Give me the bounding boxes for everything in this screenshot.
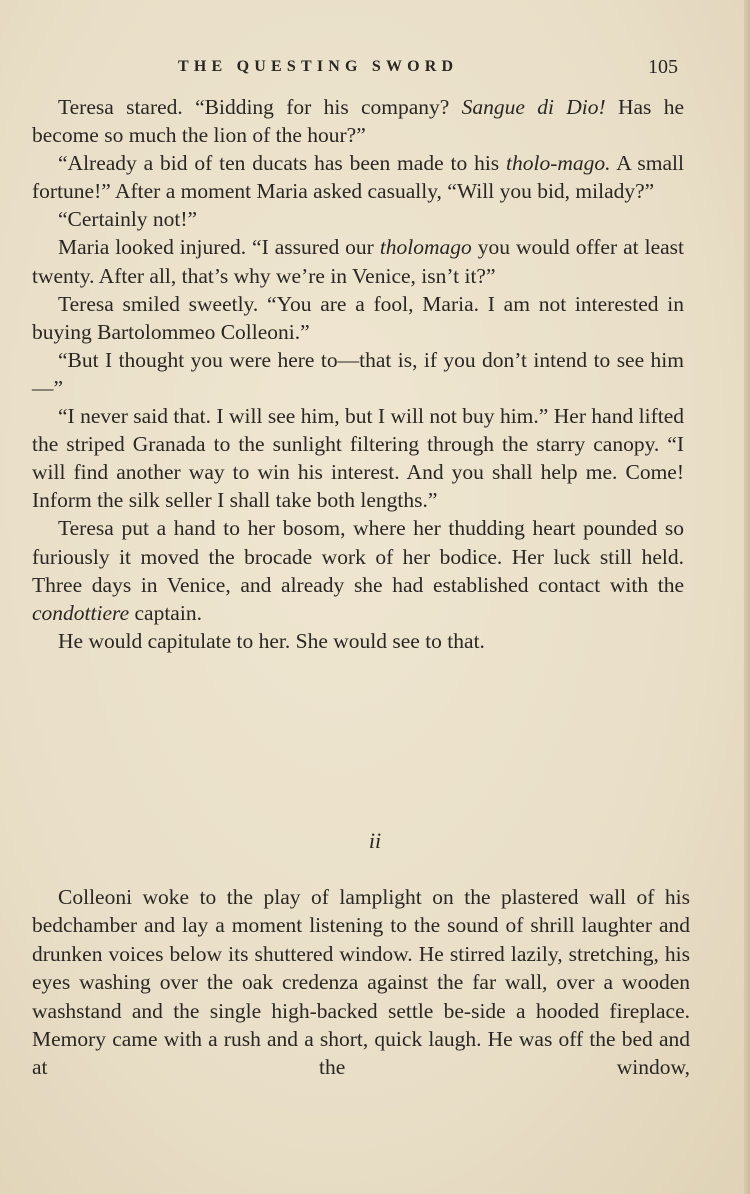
paragraph [32,290,684,346]
paragraph [32,93,684,149]
italic-text: Sangue di Dio! [461,95,606,119]
paragraph: Colleoni woke to the play of lamplight on the plastered wall of his bedchamber and lay a moment listening to the sound of shrill laughter and drunken voices below its shuttered window. He stirred lazily, stretching, his eyes washing over the oak credenza against the far wall, over a wooden washstand and the single high-backed settle be-side a hooded fireplace. Memory came with a rush and a short, quick laugh. He was off the bed and at the window, [32,885,690,1080]
page-header [0,56,750,80]
section-number: ii [368,828,382,853]
paragraph [32,514,684,626]
page-number: 105 [648,56,678,78]
paragraph [32,627,684,655]
italic-text: condottiere [32,600,130,625]
paragraph [32,205,684,233]
text-run: He would capitulate to her. She would see to that. [58,628,485,653]
italic-text: tholo-mago. [506,151,611,176]
text-run: Teresa smiled sweetly. “You are a fool, Maria. I am not interested in buying Bartolommeo Colleoni.” [32,291,684,344]
body-text [32,93,684,655]
italic-text: tholomago [379,235,472,260]
text-run: A small fortune!” After a moment Maria asked casually, “Will you bid, milady?” [32,151,685,204]
paragraph [32,149,684,205]
text-run: “But I thought you were here to—that is, if you don’t intend to see him—” [32,347,684,400]
text-run: Teresa put a hand to her bosom, where her thudding heart pounded so furiously it moved the brocade work of her bodice. Her luck still held. Three days in Venice, and already she had established contact with the [32,516,684,597]
text-run: “Already a bid of ten ducats has been made to his [58,151,507,176]
text-run: Teresa stared. “Bidding for his company? [58,95,462,119]
text-run: Maria looked injured. “I assured our [58,235,380,260]
paragraph [32,233,684,289]
running-title: THE QUESTING SWORD [178,58,459,75]
paragraph [32,346,684,402]
text-run: Has he become so much the lion of the hour?” [32,95,684,148]
text-run: you would offer at least twenty. After all, that’s why we’re in Venice, isn’t it?” [32,235,684,288]
page-edge [744,0,750,1194]
text-run: captain. [129,600,202,625]
section-two-text [32,883,690,1082]
text-run: “Certainly not!” [58,207,198,232]
text-run: “I never said that. I will see him, but I will not buy him.” Her hand lifted the striped Granada to the sunlight filtering through the starry canopy. “I will find another way to win his interest. And you shall help me. Come! Inform the silk seller I shall take both lengths.” [32,404,684,513]
paragraph [32,402,684,514]
